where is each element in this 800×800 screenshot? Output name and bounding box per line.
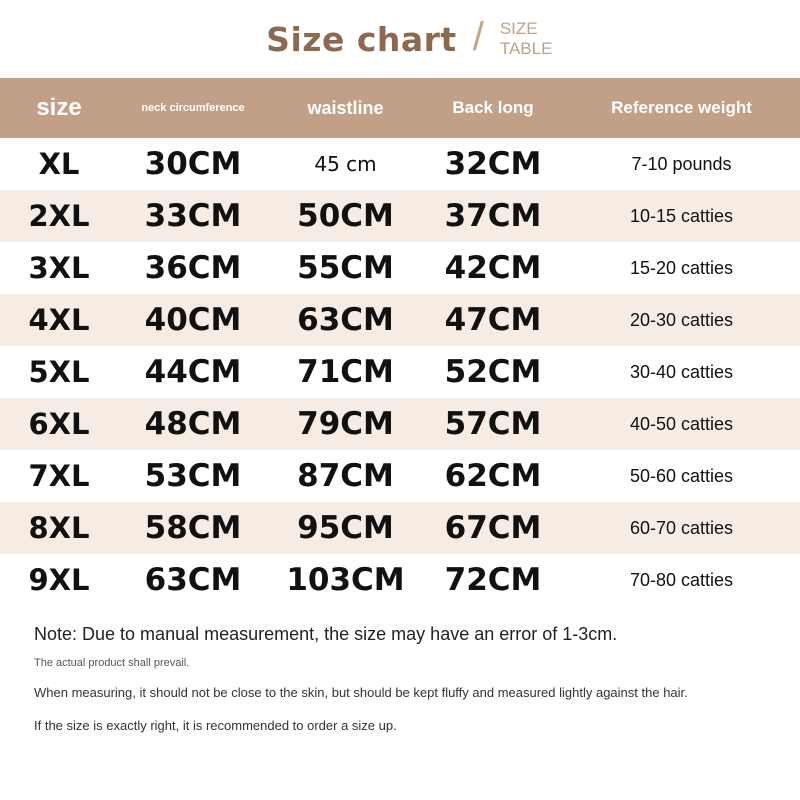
column-header-reference-weight: Reference weight [611, 98, 752, 117]
cell-size: 2XL [28, 199, 90, 233]
cell-reference-weight: 7-10 pounds [631, 153, 732, 174]
table-row [0, 190, 800, 242]
cell-size: 3XL [28, 251, 90, 285]
table-row [0, 502, 800, 554]
size-table-header [0, 78, 800, 138]
page-title: Size chart [266, 19, 457, 59]
cell-neck: 40CM [144, 302, 242, 338]
cell-size: 6XL [28, 407, 90, 441]
page-header [0, 0, 800, 78]
cell-waist: 79CM [297, 406, 394, 442]
note-measurement-error: Note: Due to manual measurement, the size may have an error of 1-3cm. [34, 624, 618, 644]
cell-neck: 53CM [144, 458, 242, 494]
cell-back: 42CM [444, 250, 542, 286]
size-table [0, 78, 800, 606]
cell-waist: 103CM [286, 562, 405, 598]
cell-reference-weight: 30-40 catties [629, 361, 734, 382]
cell-reference-weight: 60-70 catties [629, 517, 734, 538]
cell-neck: 44CM [144, 354, 242, 390]
cell-size: 4XL [28, 303, 90, 337]
header-subtitle: SIZE TABLE [499, 19, 553, 58]
cell-reference-weight: 20-30 catties [629, 309, 734, 330]
cell-reference-weight: 10-15 catties [629, 205, 734, 226]
cell-reference-weight: 70-80 catties [629, 569, 734, 590]
cell-waist: 71CM [297, 354, 394, 390]
cell-back: 37CM [444, 198, 542, 234]
cell-neck: 63CM [144, 562, 242, 598]
cell-back: 62CM [444, 458, 542, 494]
note-size-up-tip: If the size is exactly right, it is recommended to order a size up. [34, 718, 397, 733]
cell-reference-weight: 40-50 catties [629, 413, 734, 434]
column-header-waistline: waistline [307, 97, 384, 118]
table-row [0, 346, 800, 398]
cell-size: 9XL [28, 563, 90, 597]
cell-reference-weight: 15-20 catties [629, 257, 734, 278]
cell-size: 8XL [28, 511, 90, 545]
size-table-body [0, 138, 800, 606]
note-actual-product: The actual product shall prevail. [34, 657, 190, 669]
cell-back: 47CM [444, 302, 542, 338]
notes-section [0, 606, 800, 733]
cell-back: 72CM [444, 562, 542, 598]
cell-waist: 55CM [297, 250, 394, 286]
cell-back: 57CM [444, 406, 542, 442]
cell-neck: 58CM [144, 510, 242, 546]
table-row [0, 398, 800, 450]
cell-back: 52CM [444, 354, 542, 390]
cell-waist: 63CM [297, 302, 394, 338]
cell-waist: 95CM [297, 510, 394, 546]
column-header-neck-circumference: neck circumference [141, 102, 245, 114]
table-row [0, 450, 800, 502]
cell-size: 5XL [28, 355, 90, 389]
cell-size: XL [38, 147, 80, 181]
cell-size: 7XL [28, 459, 90, 493]
cell-neck: 48CM [144, 406, 242, 442]
header-content [266, 17, 570, 61]
cell-waist: 45 cm [314, 152, 377, 176]
cell-waist: 50CM [297, 198, 394, 234]
cell-neck: 33CM [144, 198, 242, 234]
table-row [0, 294, 800, 346]
cell-back: 32CM [444, 146, 542, 182]
cell-neck: 30CM [144, 146, 242, 182]
header-divider-slash: / [472, 15, 484, 59]
table-header-row [0, 78, 800, 138]
cell-waist: 87CM [297, 458, 394, 494]
note-measuring-tip: When measuring, it should not be close to the skin, but should be kept fluffy and measured lightly against the hair. [34, 685, 688, 700]
table-row [0, 242, 800, 294]
column-header-back-long: Back long [452, 98, 534, 117]
column-header-size: size [36, 94, 82, 121]
table-row [0, 138, 800, 190]
cell-reference-weight: 50-60 catties [629, 465, 734, 486]
cell-neck: 36CM [144, 250, 242, 286]
table-row [0, 554, 800, 606]
cell-back: 67CM [444, 510, 542, 546]
